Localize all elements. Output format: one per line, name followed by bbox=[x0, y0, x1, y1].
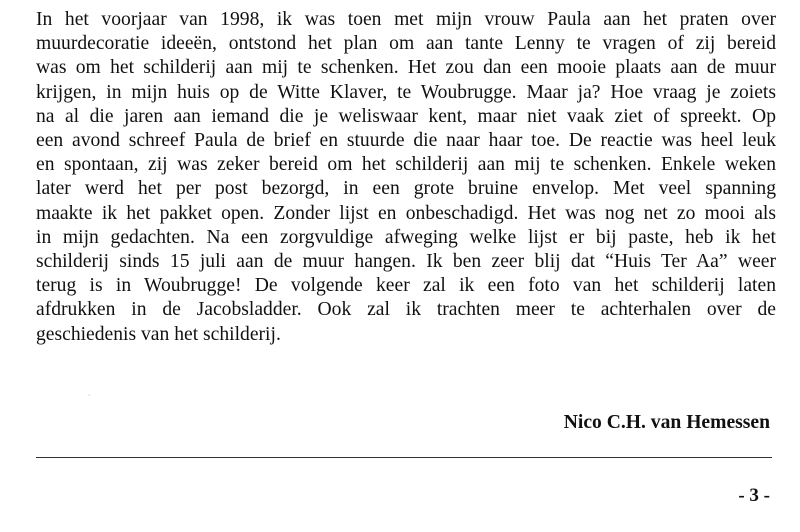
article-body bbox=[36, 8, 776, 347]
article-line: na al die jaren aan iemand die je weliswaar kent, maar niet vaak ziet of spreekt. Op bbox=[36, 105, 776, 127]
article-line: krijgen, in mijn huis op de Witte Klaver, te Woubrugge. Maar ja? Hoe vraag je zoiets bbox=[36, 81, 776, 103]
article-line: een avond schreef Paula de brief en stuurde die naar haar toe. De reactie was heel leuk bbox=[36, 130, 776, 152]
footer-divider bbox=[36, 457, 772, 458]
article-line: schilderij sinds 15 juli aan de muur hangen. Ik ben zeer blij dat “Huis Ter Aa” weer bbox=[36, 251, 776, 273]
article-line: was om het schilderij aan mij te schenken. Het zou dan een mooie plaats aan de muur bbox=[36, 57, 776, 79]
article-line: afdrukken in de Jacobsladder. Ook zal ik trachten meer te achterhalen over de bbox=[36, 299, 776, 321]
author-signature: Nico C.H. van Hemessen bbox=[563, 412, 770, 433]
article-line: muurdecoratie ideeën, ontstond het plan om aan tante Lenny te vragen of zij bereid bbox=[36, 33, 776, 55]
article-line: en spontaan, zij was zeker bereid om het schilderij aan mij te schenken. Enkele weken bbox=[36, 154, 776, 176]
article-line: maakte ik het pakket open. Zonder lijst en onbeschadigd. Het was nog net zo mooi als bbox=[36, 202, 776, 224]
article-line-last: geschiedenis van het schilderij. bbox=[36, 323, 281, 345]
article-line: later werd het per post bezorgd, in een grote bruine envelop. Met veel spanning bbox=[36, 178, 776, 200]
page-number: - 3 - bbox=[738, 485, 770, 506]
article-line: In het voorjaar van 1998, ik was toen met mijn vrouw Paula aan het praten over bbox=[36, 9, 776, 30]
article-line: in mijn gedachten. Na een zorgvuldige afweging welke lijst er bij paste, heb ik het bbox=[36, 226, 776, 248]
article-line: terug is in Woubrugge! De volgende keer zal ik een foto van het schilderij laten bbox=[36, 275, 776, 297]
scan-speck: ⸱ bbox=[88, 390, 91, 400]
